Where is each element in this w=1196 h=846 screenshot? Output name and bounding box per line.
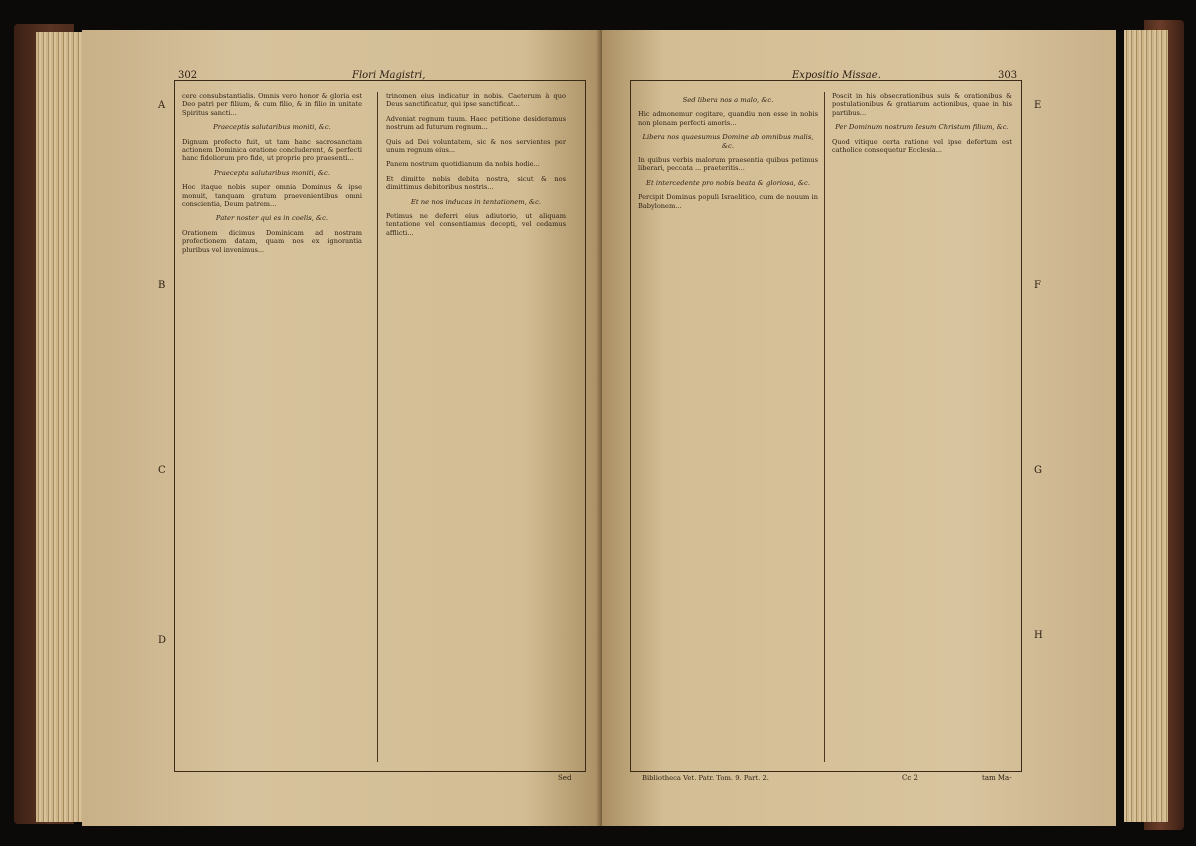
paragraph: Petimus ne deferri eius adiutorio, ut aliquam tentatione vel consentiamus decepti, vel cedamus afflicti... — [386, 212, 566, 237]
right-column-2 — [832, 92, 1012, 160]
column-rule — [377, 92, 378, 762]
paragraph: Orationem dicimus Dominicam ad nostram profectionem datam, quam nos ex ignorantia pluribus vel invenimus... — [182, 228, 362, 254]
paragraph: Panem nostrum quotidianum da nobis hodie... — [386, 160, 540, 169]
margin-letter-a: A — [158, 100, 166, 111]
paragraph: Poscit in his obsecrationibus suis & orationibus & postulationibus & gratiarum actionibus, quae in his partibus... — [832, 92, 1012, 117]
left-catchword: Sed — [558, 774, 572, 782]
rubric: Libera nos quaesumus Domine ab omnibus malis, &c. — [642, 133, 814, 150]
paragraph: Et dimitte nobis debita nostra, sicut & nos dimittimus debitoribus nostris... — [386, 174, 566, 192]
left-column-2 — [386, 92, 566, 243]
left-column-1 — [182, 92, 362, 260]
paragraph: Hic admonemur cogitare, quandiu non esse in nobis non plenam perfecti amoris... — [638, 110, 818, 127]
margin-letter-b: B — [158, 280, 166, 291]
paragraph: Adveniat regnum tuum. Haec petitione desideramus nostrum ad futurum regnum... — [386, 114, 566, 132]
right-running-head: Expositio Missae. — [792, 70, 881, 81]
rubric: Et intercedente pro nobis beata & gloriosa, &c. — [646, 178, 810, 187]
column-rule — [824, 92, 825, 762]
margin-letter-c: C — [158, 465, 166, 476]
left-page-edges — [36, 32, 88, 822]
left-page-number: 302 — [178, 70, 198, 81]
right-page — [602, 30, 1116, 826]
right-column-1 — [638, 92, 818, 216]
paragraph: trinomen eius indicatur in nobis. Caeterum à quo Deus sanctificatur, qui ipse sanctificat... — [386, 92, 566, 109]
right-catchword: tam Ma- — [982, 774, 1012, 782]
margin-letter-f: F — [1034, 280, 1041, 291]
imprint-footer: Bibliotheca Vet. Patr. Tom. 9. Part. 2. — [642, 774, 769, 782]
paragraph: Quod vitique certa ratione vel ipse defertum est catholice consequetur Ecclesia... — [832, 137, 1012, 155]
margin-letter-d: D — [158, 635, 167, 646]
signature-mark: Cc 2 — [902, 774, 918, 782]
paragraph: cere consubstantialis. Omnis vero honor & gloria est Deo patri per filium, & cum filio, & in filio in unitate Spiritus sancti... — [182, 92, 362, 117]
rubric: Praecepta salutaribus moniti, &c. — [213, 168, 331, 177]
paragraph: Hoc itaque nobis super omnia Dominus & ipse monuit, tanquam gratum praevenientibus omni conscientia, Deum patrem... — [182, 183, 362, 209]
margin-letter-h: H — [1034, 630, 1043, 641]
rubric: Pater noster qui es in coelis, &c. — [215, 214, 329, 223]
paragraph: Dignum profecto fuit, ut tam hanc sacrosanctam actionem Dominica oratione concluderent, & perfecti hanc fideliorum pro fide, ut proprie pro praesenti... — [182, 137, 362, 163]
right-page-edges — [1124, 30, 1168, 822]
rubric: Sed libera nos a malo, &c. — [682, 96, 774, 104]
paragraph: Percipit Dominus populi Israelitico, cum de nouum in Babylonem... — [638, 193, 818, 210]
rubric: Per Dominum nostrum Iesum Christum filium, &c. — [835, 123, 1009, 132]
margin-letter-g: G — [1034, 465, 1042, 476]
open-book — [14, 14, 1184, 844]
left-running-head: Flori Magistri, — [352, 70, 426, 81]
paragraph: In quibus verbis malorum praesentia quibus petimus liberari, peccata ... praeteritis... — [638, 156, 818, 173]
paragraph: Quis ad Dei voluntatem, sic & nos servientes per unum regnum eius... — [386, 137, 566, 155]
right-page-number: 303 — [998, 70, 1018, 81]
margin-letter-e: E — [1034, 100, 1042, 111]
rubric: Praeceptis salutaribus moniti, &c. — [213, 123, 331, 132]
left-page — [82, 30, 602, 826]
rubric: Et ne nos inducas in tentationem, &c. — [410, 197, 542, 206]
